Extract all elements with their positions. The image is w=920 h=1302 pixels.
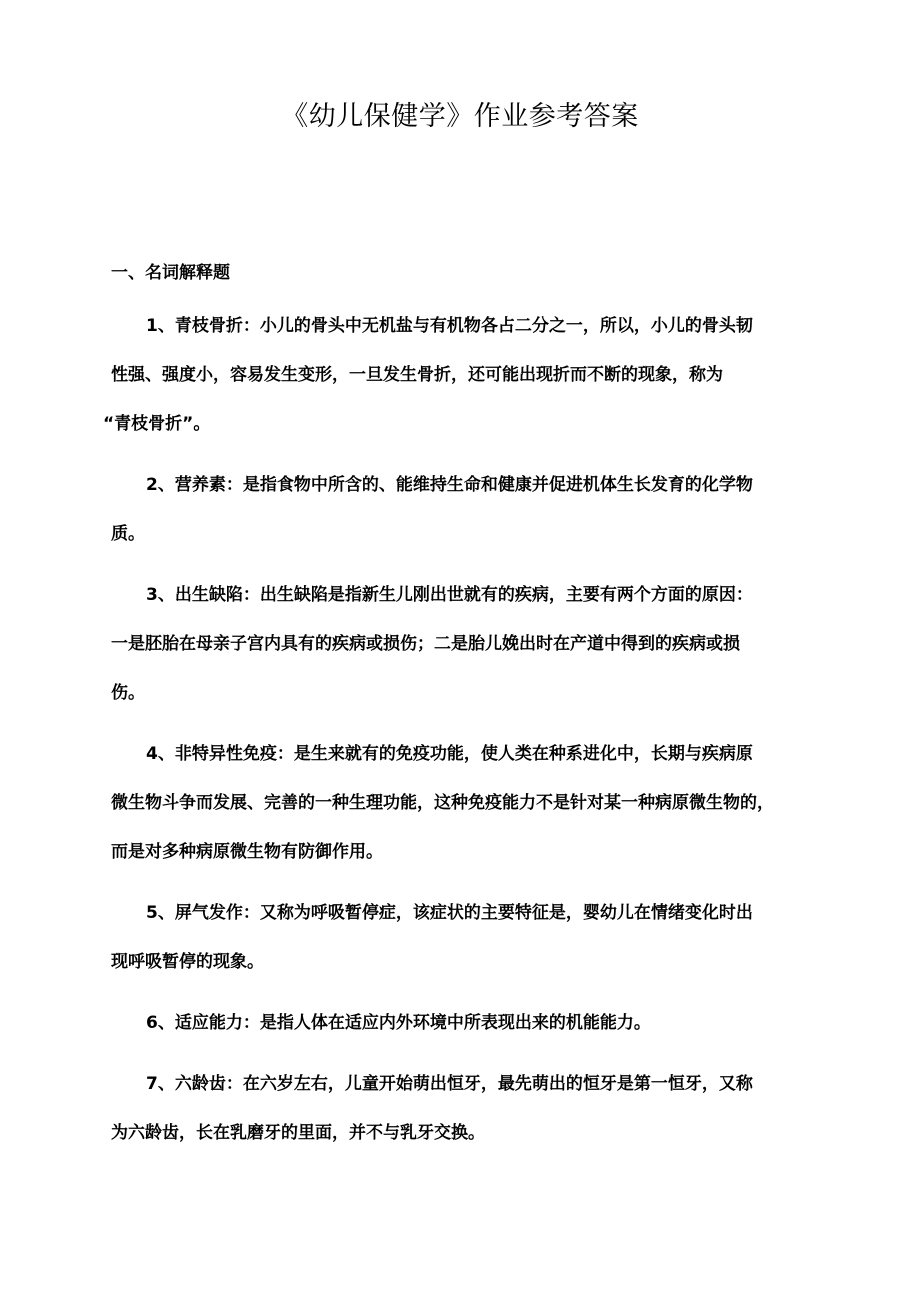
text-line: 7、六龄齿：在六岁左右，儿童开始萌出恒牙，最先萌出的恒牙是第一恒牙，又称 — [146, 1074, 753, 1094]
text-line: 伤。 — [111, 683, 145, 703]
text-line: 3、出生缺陷：出生缺陷是指新生儿刚出世就有的疾病，主要有两个方面的原因： — [146, 585, 753, 605]
text-line: 1、青枝骨折：小儿的骨头中无机盐与有机物各占二分之一，所以，小儿的骨头韧 — [146, 316, 753, 336]
text-line: 微生物斗争而发展、完善的一种生理功能，这种免疫能力不是针对某一种病原微生物的， — [111, 793, 774, 813]
definitions-list — [103, 302, 827, 1170]
text-line: 2、营养素：是指食物中所含的、能维持生命和健康并促进机体生长发育的化学物 — [146, 475, 753, 495]
section-heading: 一、名词解释题 — [111, 263, 230, 283]
definition-item — [111, 1060, 827, 1158]
definition-item — [111, 999, 827, 1048]
text-line: “青枝骨折”。 — [103, 414, 211, 434]
text-line: 现呼吸暂停的现象。 — [111, 952, 264, 972]
text-line: 4、非特异性免疫：是生来就有的免疫功能，使人类在种系进化中，长期与疾病原 — [146, 744, 753, 764]
text-line: 5、屏气发作：又称为呼吸暂停症，该症状的主要特征是，婴幼儿在情绪变化时出 — [146, 903, 753, 923]
text-line: 6、适应能力：是指人体在适应内外环境中所表现出来的机能能力。 — [146, 1013, 651, 1033]
definition-item — [111, 461, 827, 559]
text-line: 性强、强度小，容易发生变形，一旦发生骨折，还可能出现折而不断的现象，称为 — [111, 365, 723, 385]
text-line: 为六龄齿，长在乳磨牙的里面，并不与乳牙交换。 — [111, 1123, 485, 1143]
definition-item — [103, 302, 827, 449]
text-line: 一是胚胎在母亲子宫内具有的疾病或损伤；二是胎儿娩出时在产道中得到的疾病或损 — [111, 634, 740, 654]
text-line: 而是对多种病原微生物有防御作用。 — [111, 842, 383, 862]
definition-item — [111, 730, 827, 877]
definition-item — [111, 889, 827, 987]
page-title: 《幼儿保健学》作业参考答案 — [281, 101, 639, 132]
text-line: 质。 — [111, 524, 145, 544]
definition-item — [111, 571, 827, 718]
